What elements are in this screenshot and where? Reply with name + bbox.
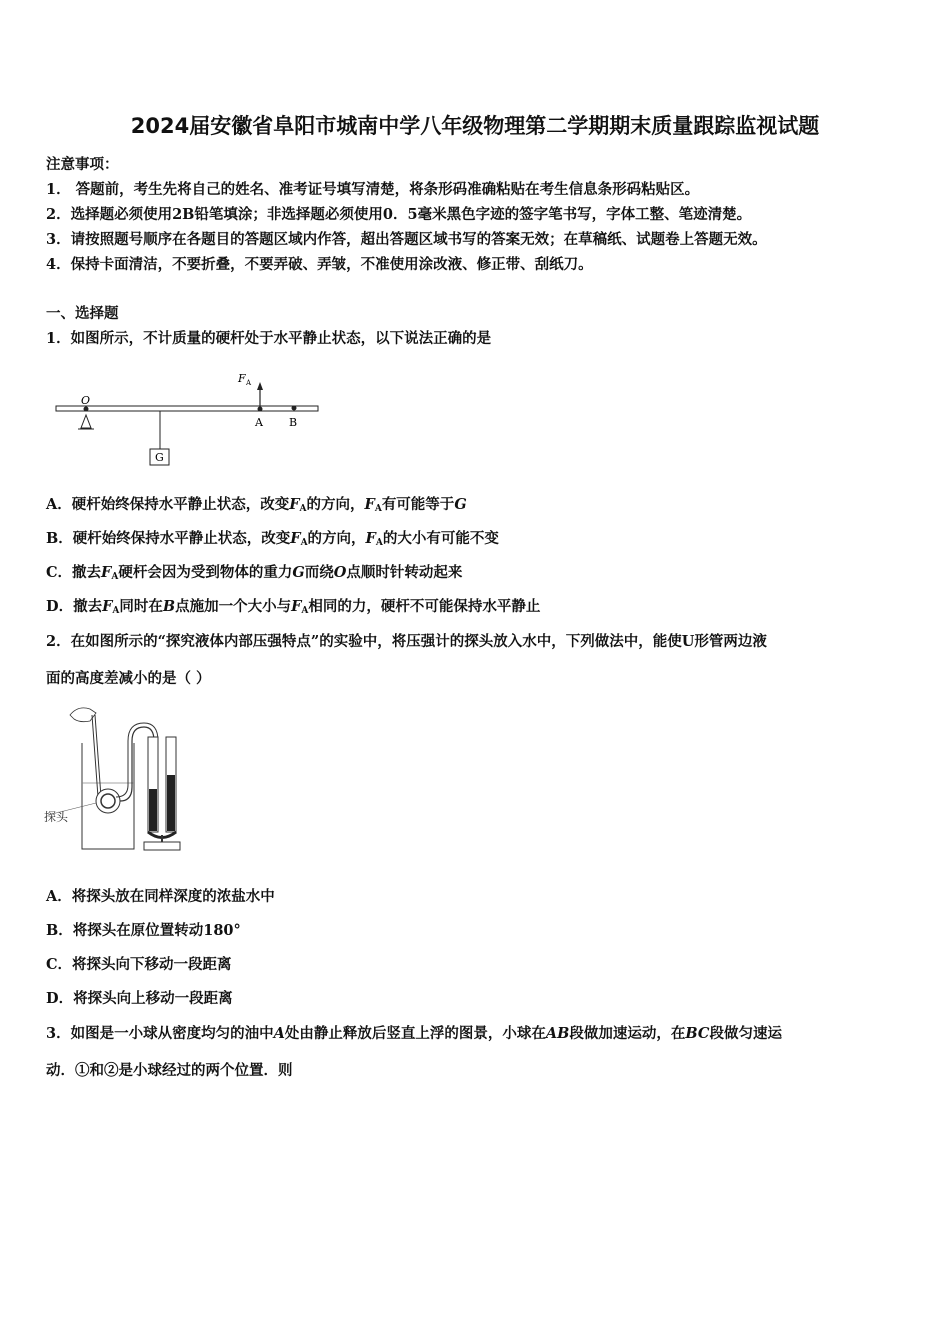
question-1-stem: 1．如图所示，不计质量的硬杆处于水平静止状态，以下说法正确的是: [46, 330, 492, 347]
probe-label: 探头: [44, 810, 69, 824]
section-heading: 一、选择题: [46, 305, 119, 322]
option-1c[interactable]: C．撤去$F_A$硬杆会因为受到物体的重力G而绕O点顺时针转动起来: [46, 564, 463, 582]
question-3-stem: 3．如图是一小球从密度均匀的油中A处由静止释放后竖直上浮的图景，小球在AB段做加速运动，在BC段做匀速运: [46, 1025, 782, 1042]
lever-figure: [50, 365, 340, 475]
point-b-label: B: [289, 416, 298, 429]
notice-item: 3．请按照题号顺序在各题目的答题区域内作答，超出答题区域书写的答案无效；在草稿纸、试题卷上答题无效。: [46, 231, 767, 248]
point-a-label: A: [255, 416, 263, 429]
force-subscript: A: [246, 379, 252, 387]
option-2c[interactable]: C．将探头向下移动一段距离: [46, 956, 232, 973]
option-1d[interactable]: D．撤去$F_A$同时在B点施加一个大小与$F_A$相同的力，硬杆不可能保持水平静止: [46, 598, 541, 616]
question-2-stem-cont: 面的高度差减小的是（ ）: [46, 670, 211, 687]
question-2-stem: 2．在如图所示的“探究液体内部压强特点”的实验中，将压强计的探头放入水中，下列做法中，能使U形管两边液: [46, 633, 767, 650]
notice-item: 4．保持卡面清洁，不要折叠，不要弄破、弄皱，不准使用涂改液、修正带、刮纸刀。: [46, 256, 593, 273]
pressure-gauge-figure: [44, 697, 194, 857]
option-2d[interactable]: D．将探头向上移动一段距离: [46, 990, 233, 1007]
notice-item: 2．选择题必须使用2B铅笔填涂；非选择题必须使用0．5毫米黑色字迹的签字笔书写，字体工整、笔迹清楚。: [46, 206, 752, 223]
option-2a[interactable]: A．将探头放在同样深度的浓盐水中: [46, 888, 275, 905]
option-1b[interactable]: B．硬杆始终保持水平静止状态，改变$F_A$的方向，$F_A$的大小有可能不变: [46, 530, 499, 548]
option-1a[interactable]: A．硬杆始终保持水平静止状态，改变$F_A$的方向，$F_A$有可能等于G: [46, 496, 467, 514]
force-label: F: [238, 372, 246, 385]
notice-heading: 注意事项：: [46, 156, 119, 173]
question-3-stem-cont: 动．①和②是小球经过的两个位置．则: [46, 1062, 293, 1079]
weight-label: G: [155, 451, 164, 464]
notice-item: 1． 答题前，考生先将自己的姓名、准考证号填写清楚，将条形码准确粘贴在考生信息条形码粘贴区。: [46, 181, 700, 198]
page-title: 2024届安徽省阜阳市城南中学八年级物理第二学期期末质量跟踪监视试题: [130, 114, 820, 138]
pivot-label: O: [81, 394, 91, 407]
option-2b[interactable]: B．将探头在原位置转动180°: [46, 922, 241, 939]
